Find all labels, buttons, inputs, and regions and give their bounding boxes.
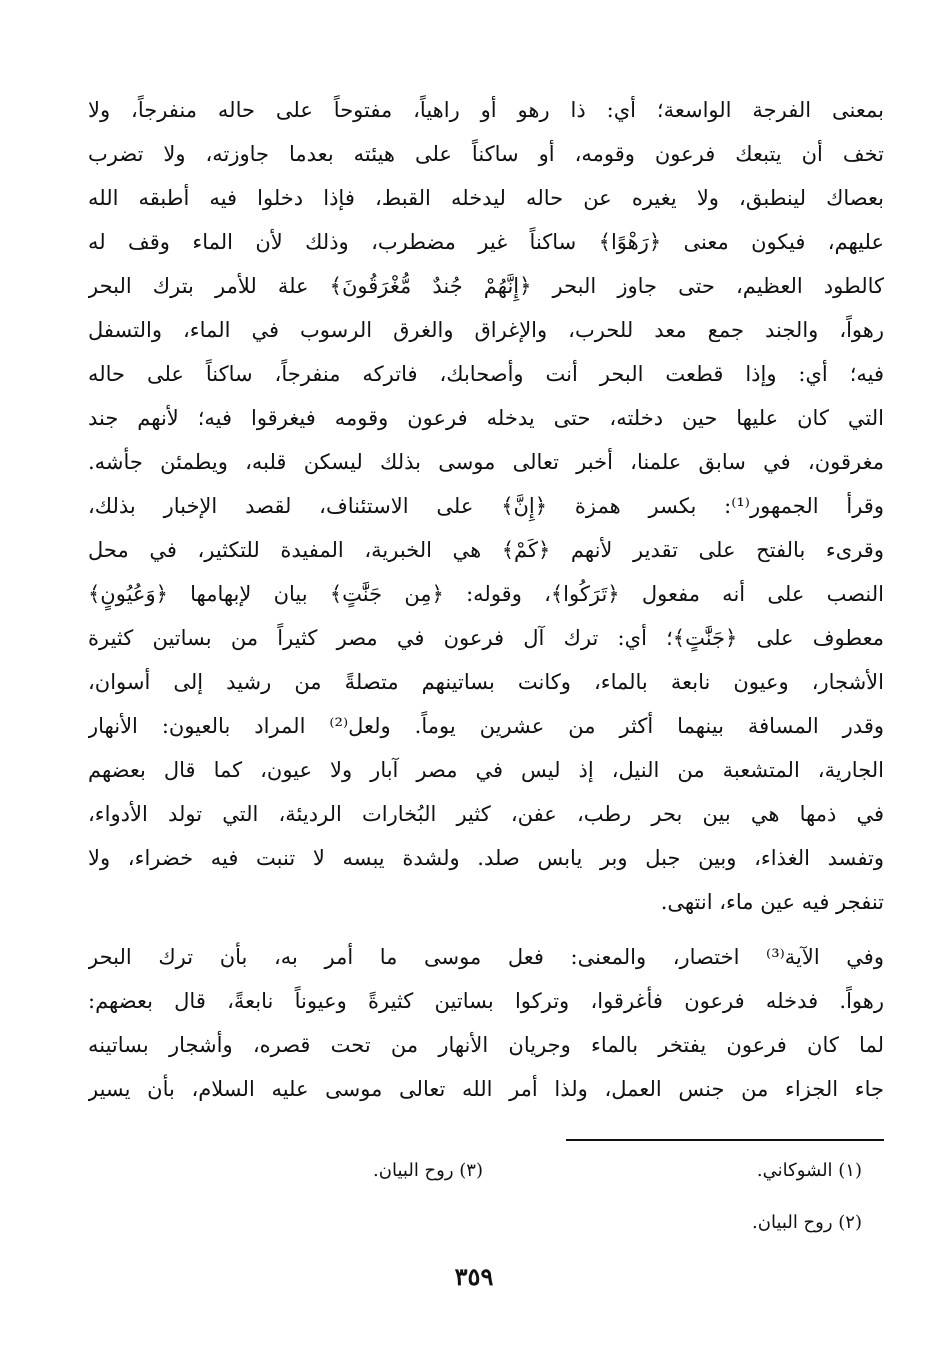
- text-line: كالطود العظيم، حتى جاوز البحر ﴿إِنَّهُمْ جُندٌ مُّغْرَقُونَ﴾ علة للأمر بترك البحر: [88, 274, 884, 298]
- text-line: لما كان فرعون يفتخر بالماء وجريان الأنهار من تحت قصره، وأشجار بساتينه: [88, 1033, 884, 1057]
- text-line: الأشجار، وعيون نابعة بالماء، وكانت بساتينهم متصلةً من رشيد إلى أسوان،: [88, 670, 884, 694]
- text-line: وفي الآية⁽³⁾ اختصار، والمعنى: فعل موسى ما أمر به، بأن ترك البحر: [88, 945, 884, 969]
- text-line: عليهم، فيكون معنى ﴿رَهْوًا﴾ ساكناً غير مضطرب، وذلك لأن الماء وقف له: [88, 230, 884, 254]
- footnote-3: (٣) روح البيان.: [373, 1160, 483, 1181]
- text-line: النصب على أنه مفعول ﴿تَرَكُوا﴾، وقوله: ﴿مِن جَنَّٰتٍ﴾ بيان لإبهامها ﴿وَعُيُونٍ﴾: [88, 582, 884, 606]
- text-line: رهواً، والجند جمع معد للحرب، والإغراق والغرق الرسوب في الماء، والتسفل: [88, 318, 884, 342]
- text-line: وقرىء بالفتح على تقدير لأنهم ﴿كَمْ﴾ هي الخبرية، المفيدة للتكثير، في محل: [88, 538, 884, 562]
- text-line: مغرقون، في سابق علمنا، أخبر تعالى موسى بذلك ليسكن قلبه، ويطمئن جأشه.: [88, 450, 884, 474]
- text-line: تخف أن يتبعك فرعون وقومه، أو ساكناً على هيئته بعدما جاوزته، ولا تضرب: [88, 142, 884, 166]
- text-line: الجارية، المتشعبة من النيل، إذ ليس في مصر آبار ولا عيون، كما قال بعضهم: [88, 758, 884, 782]
- second-paragraph: [88, 935, 884, 1111]
- text-line: وتفسد الغذاء، وبين جبل وبر يابس صلد. ولشدة يبسه لا تنبت فيه خضراء، ولا: [88, 846, 884, 870]
- footnote-divider: [566, 1139, 884, 1141]
- text-line: معطوف على ﴿جَنَّٰتٍ﴾؛ أي: ترك آل فرعون في مصر كثيراً من بساتين كثيرة: [88, 626, 884, 650]
- text-line: رهواً. فدخله فرعون فأغرقوا، وتركوا بساتين كثيرةً وعيوناً نابعةً، قال بعضهم:: [88, 989, 884, 1013]
- main-paragraph: [88, 88, 884, 924]
- text-line: جاء الجزاء من جنس العمل، ولذا أمر الله تعالى موسى عليه السلام، بأن يسير: [88, 1077, 884, 1101]
- text-line: في ذمها هي بين بحر رطب، عفن، كثير البُخارات الرديئة، التي تولد الأدواء،: [88, 802, 884, 826]
- text-line: بمعنى الفرجة الواسعة؛ أي: ذا رهو أو راهياً، مفتوحاً على حاله منفرجاً، ولا: [88, 98, 884, 122]
- text-line: فيه؛ أي: وإذا قطعت البحر أنت وأصحابك، فاتركه منفرجاً، ساكناً على حاله: [88, 362, 884, 386]
- text-line: وقرأ الجمهور⁽¹⁾: بكسر همزة ﴿إِنَّ﴾ على الاستئناف، لقصد الإخبار بذلك،: [88, 494, 884, 518]
- text-line: تنفجر فيه عين ماء، انتهى.: [660, 890, 884, 914]
- footnote-2: (٢) روح البيان.: [752, 1212, 862, 1233]
- text-line: بعصاك لينطبق، ولا يغيره عن حاله ليدخله القبط، فإذا دخلوا فيه أطبقه الله: [88, 186, 884, 210]
- page-number: ٣٥٩: [454, 1262, 494, 1291]
- text-line: التي كان عليها حين دخلته، حتى يدخله فرعون وقومه فيغرقوا فيه؛ لأنهم جند: [88, 406, 884, 430]
- footnote-1: (١) الشوكاني.: [756, 1160, 862, 1181]
- text-line: وقدر المسافة بينهما أكثر من عشرين يوماً. ولعل⁽²⁾ المراد بالعيون: الأنهار: [88, 714, 884, 738]
